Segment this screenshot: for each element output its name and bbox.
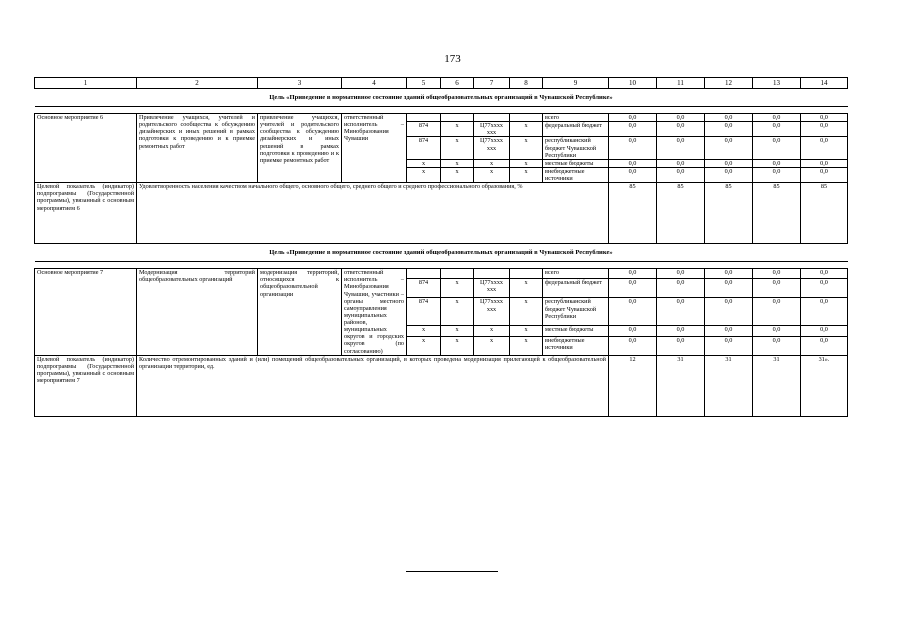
goal-title: Цель «Приведение в нормативное состояние зданий общеобразовательных организаций в Чувашской Республике»	[35, 244, 848, 262]
target-article: Ц77хххх ххх	[474, 137, 510, 159]
measure-executor: ответственный исполнитель – Минобразования Чувашии, участники – органы местного самоуправления муниципальных районов, муниципальных округов и городских округов (по согласованию)	[342, 269, 407, 356]
funding-value: 0,0	[657, 279, 705, 298]
funding-value: 0,0	[705, 336, 753, 355]
funding-source: федеральный бюджет	[543, 122, 609, 137]
funding-value: 0,0	[705, 298, 753, 326]
column-number: 14	[801, 78, 848, 89]
section-code: х	[441, 298, 474, 326]
header-row	[35, 78, 848, 89]
section-code	[441, 269, 474, 279]
target-value: 31	[753, 355, 801, 416]
target-article: х	[474, 326, 510, 336]
goal-row	[35, 89, 848, 107]
goal-title: Цель «Приведение в нормативное состояние зданий общеобразовательных организаций в Чувашской Республике»	[35, 89, 848, 107]
measure-result: привлечение учащихся, учителей и родительского сообщества к обсуждению дизайнерских и иных решений в рамках подготовки к проведению и к приемке ремонтных работ	[258, 114, 342, 183]
admin-code: х	[407, 336, 441, 355]
admin-code: 874	[407, 298, 441, 326]
funding-value: 0,0	[753, 326, 801, 336]
funding-value: 0,0	[753, 298, 801, 326]
admin-code: 874	[407, 137, 441, 159]
target-value: 31	[657, 355, 705, 416]
column-number: 11	[657, 78, 705, 89]
funding-row	[35, 114, 848, 122]
measure-result: модернизация территорий, относящихся к общеобразовательной организации	[258, 269, 342, 356]
funding-value: 0,0	[753, 269, 801, 279]
column-number: 13	[753, 78, 801, 89]
funding-value: 0,0	[801, 114, 848, 122]
column-number: 5	[407, 78, 441, 89]
funding-value: 0,0	[657, 137, 705, 159]
funding-value: 0,0	[753, 137, 801, 159]
expense-type	[510, 269, 543, 279]
target-value: 31».	[801, 355, 848, 416]
column-number: 7	[474, 78, 510, 89]
funding-source: внебюджетные источники	[543, 336, 609, 355]
funding-value: 0,0	[609, 336, 657, 355]
target-article: х	[474, 159, 510, 167]
funding-value: 0,0	[657, 269, 705, 279]
expense-type	[510, 114, 543, 122]
target-label: Целевой показатель (индикатор) подпрограммы (Государственной программы), увязанный с основным мероприятием 7	[35, 355, 137, 416]
funding-value: 0,0	[801, 326, 848, 336]
section-code: х	[441, 122, 474, 137]
funding-value: 0,0	[753, 122, 801, 137]
funding-source: республиканский бюджет Чувашской Республики	[543, 137, 609, 159]
funding-source: внебюджетные источники	[543, 167, 609, 182]
column-number: 8	[510, 78, 543, 89]
expense-type: х	[510, 336, 543, 355]
admin-code	[407, 269, 441, 279]
expense-type: х	[510, 298, 543, 326]
expense-type: х	[510, 326, 543, 336]
column-number: 4	[342, 78, 407, 89]
target-article	[474, 114, 510, 122]
funding-value: 0,0	[705, 159, 753, 167]
measure-label: Основное мероприятие 6	[35, 114, 137, 183]
expense-type: х	[510, 279, 543, 298]
funding-value: 0,0	[657, 298, 705, 326]
funding-value: 0,0	[609, 137, 657, 159]
funding-value: 0,0	[801, 159, 848, 167]
target-value: 85	[801, 183, 848, 244]
section-code: х	[441, 336, 474, 355]
target-value: 85	[609, 183, 657, 244]
measure-label: Основное мероприятие 7	[35, 269, 137, 356]
expense-type: х	[510, 167, 543, 182]
admin-code: х	[407, 159, 441, 167]
funding-value: 0,0	[753, 167, 801, 182]
funding-value: 0,0	[657, 336, 705, 355]
target-article: х	[474, 167, 510, 182]
section-code: х	[441, 167, 474, 182]
funding-value: 0,0	[657, 167, 705, 182]
funding-value: 0,0	[657, 326, 705, 336]
target-text: Количество отремонтированных зданий и (или) помещений общеобразовательных организаций, в которых проведена модернизация прилегающей к общеобразовательной организации территории, ед.	[137, 355, 609, 416]
goal-row	[35, 244, 848, 262]
program-table	[34, 77, 848, 417]
section-code: х	[441, 159, 474, 167]
target-article: х	[474, 336, 510, 355]
footnote-separator	[406, 571, 498, 572]
funding-value: 0,0	[753, 114, 801, 122]
column-number: 10	[609, 78, 657, 89]
target-article: Ц77хххх ххх	[474, 279, 510, 298]
expense-type: х	[510, 122, 543, 137]
funding-value: 0,0	[705, 122, 753, 137]
target-article: Ц77хххх ххх	[474, 298, 510, 326]
funding-source: республиканский бюджет Чувашской Республики	[543, 298, 609, 326]
target-value: 12	[609, 355, 657, 416]
funding-row	[35, 269, 848, 279]
target-label: Целевой показатель (индикатор) подпрограммы (Государственной программы), увязанный с основным мероприятием 6	[35, 183, 137, 244]
measure-name: Привлечение учащихся, учителей и родительского сообщества к обсуждению дизайнерских и иных решений в рамках подготовки к проведению и к приемке ремонтных работ	[137, 114, 258, 183]
funding-value: 0,0	[657, 159, 705, 167]
funding-value: 0,0	[705, 279, 753, 298]
target-text: Удовлетворенность населения качеством начального общего, основного общего, среднего общего и среднего профессионального образования, %	[137, 183, 609, 244]
target-value: 85	[657, 183, 705, 244]
funding-value: 0,0	[705, 326, 753, 336]
funding-value: 0,0	[609, 159, 657, 167]
column-number: 2	[137, 78, 258, 89]
funding-value: 0,0	[609, 167, 657, 182]
funding-value: 0,0	[609, 298, 657, 326]
admin-code: х	[407, 326, 441, 336]
spacer	[35, 262, 848, 269]
admin-code: 874	[407, 279, 441, 298]
funding-value: 0,0	[753, 159, 801, 167]
expense-type: х	[510, 159, 543, 167]
target-value: 85	[753, 183, 801, 244]
measure-executor: ответственный исполнитель – Минобразования Чувашии	[342, 114, 407, 183]
admin-code: 874	[407, 122, 441, 137]
expense-type: х	[510, 137, 543, 159]
funding-value: 0,0	[657, 114, 705, 122]
section-code: х	[441, 279, 474, 298]
target-article	[474, 269, 510, 279]
section-code	[441, 114, 474, 122]
page-number: 173	[444, 53, 461, 65]
target-indicator-row	[35, 183, 848, 244]
column-number: 3	[258, 78, 342, 89]
funding-value: 0,0	[705, 137, 753, 159]
admin-code	[407, 114, 441, 122]
target-article: Ц77хххх ххх	[474, 122, 510, 137]
funding-value: 0,0	[705, 269, 753, 279]
admin-code: х	[407, 167, 441, 182]
column-number: 12	[705, 78, 753, 89]
funding-source: всего	[543, 114, 609, 122]
funding-value: 0,0	[801, 269, 848, 279]
funding-value: 0,0	[801, 122, 848, 137]
target-indicator-row	[35, 355, 848, 416]
funding-value: 0,0	[801, 137, 848, 159]
funding-value: 0,0	[801, 167, 848, 182]
funding-value: 0,0	[609, 114, 657, 122]
funding-value: 0,0	[801, 298, 848, 326]
funding-value: 0,0	[753, 279, 801, 298]
funding-source: федеральный бюджет	[543, 279, 609, 298]
funding-source: местные бюджеты	[543, 326, 609, 336]
funding-source: местные бюджеты	[543, 159, 609, 167]
funding-value: 0,0	[705, 114, 753, 122]
section-code: х	[441, 326, 474, 336]
funding-value: 0,0	[657, 122, 705, 137]
funding-value: 0,0	[801, 279, 848, 298]
measure-name: Модернизация территорий общеобразовательных организаций	[137, 269, 258, 356]
funding-value: 0,0	[753, 336, 801, 355]
funding-value: 0,0	[705, 167, 753, 182]
funding-value: 0,0	[609, 122, 657, 137]
funding-value: 0,0	[801, 336, 848, 355]
target-value: 85	[705, 183, 753, 244]
column-number: 6	[441, 78, 474, 89]
spacer	[35, 107, 848, 114]
funding-value: 0,0	[609, 269, 657, 279]
funding-value: 0,0	[609, 279, 657, 298]
funding-value: 0,0	[609, 326, 657, 336]
section-code: х	[441, 137, 474, 159]
column-number: 1	[35, 78, 137, 89]
funding-source: всего	[543, 269, 609, 279]
column-number: 9	[543, 78, 609, 89]
target-value: 31	[705, 355, 753, 416]
